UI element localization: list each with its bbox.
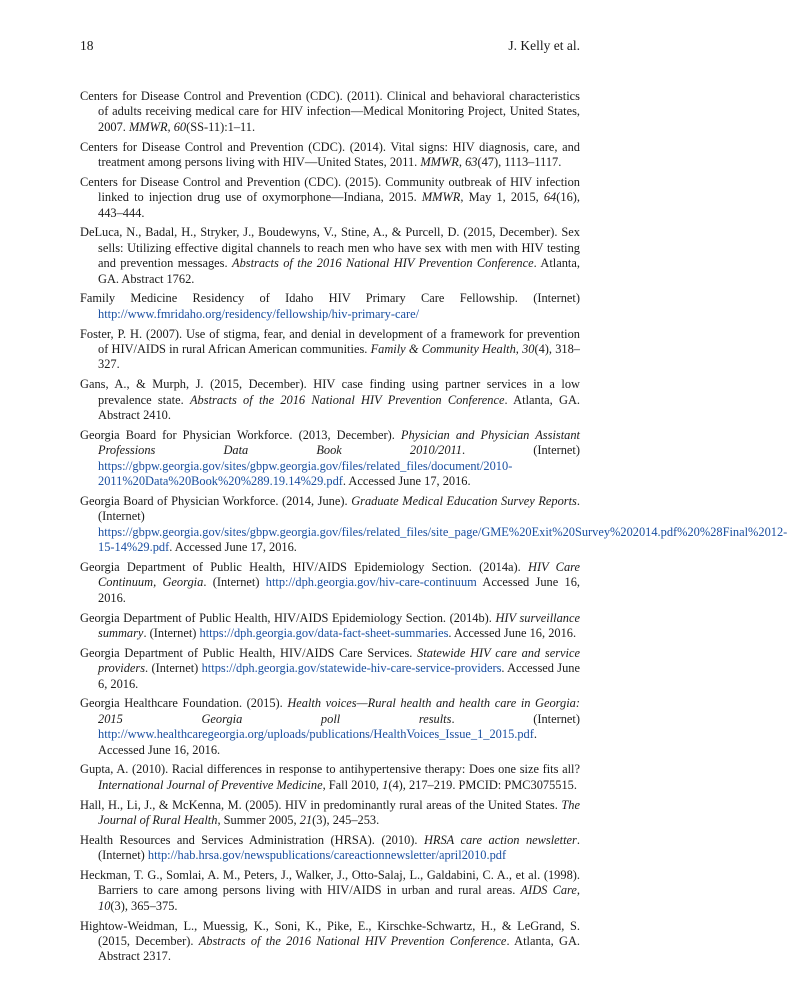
reference-text: Health Resources and Services Administration (HRSA). (2010). — [80, 832, 424, 847]
reference-italic-text: Statewide HIV care and service providers — [98, 645, 580, 676]
reference-text: (3), 245–253. — [312, 812, 380, 827]
reference-italic-text: 64 — [543, 190, 557, 205]
reference-text: . Atlanta, GA. Abstract 2317. — [98, 933, 580, 964]
reference-italic-text: Abstracts of the 2016 National HIV Prevention Conference — [198, 933, 507, 948]
running-head: J. Kelly et al. — [508, 38, 580, 53]
reference-text: (16), 443–444. — [98, 190, 580, 220]
reference-text: . Accessed June 17, 2016. — [169, 540, 297, 555]
reference-text: . (Internet) — [98, 493, 580, 524]
reference-text: (47), 1113–1117. — [477, 155, 562, 170]
reference-entry — [80, 833, 580, 864]
reference-link[interactable]: https://dph.georgia.gov/data-fact-sheet-summaries — [199, 625, 449, 640]
reference-link[interactable]: https://gbpw.georgia.gov/sites/gbpw.georgia.gov/files/related_files/document/2010-2011%20Data%20Book%20%289.19.14%29.pdf — [98, 458, 513, 489]
reference-text: Heckman, T. G., Somlai, A. M., Peters, J., Walker, J., Otto-Salaj, L., Galdabini, C. A., et al. (1998). Barriers to care among persons living with HIV/AIDS in urban and rural areas. — [80, 867, 580, 898]
reference-text: . (Internet) — [203, 575, 266, 590]
reference-text: DeLuca, N., Badal, H., Stryker, J., Boudewyns, V., Stine, A., & Purcell, D. (2015, December). Sex sells: Utilizing effective digital channels to reach men who have sex with men with HIV testing and prevention messages. — [80, 225, 580, 271]
reference-italic-text: MMWR — [421, 190, 461, 205]
reference-entry — [80, 377, 580, 423]
reference-entry — [80, 327, 580, 373]
reference-entry — [80, 798, 580, 829]
reference-text: , May 1, 2015, — [460, 190, 544, 205]
reference-text: . Atlanta, GA. Abstract 2410. — [98, 392, 581, 423]
reference-text: . Accessed June 17, 2016. — [342, 474, 471, 489]
reference-italic-text: Abstracts of the 2016 National HIV Prevention Conference — [232, 256, 534, 271]
reference-entry — [80, 919, 580, 965]
reference-text: Foster, P. H. (2007). Use of stigma, fear, and denial in development of a framework for prevention of HIV/AIDS in rural African American communities. — [80, 326, 580, 357]
reference-italic-text: 63 — [465, 155, 478, 170]
page-header — [80, 38, 580, 58]
reference-text: Georgia Board for Physician Workforce. (2013, December). — [80, 427, 401, 442]
reference-text: Accessed June 16, 2016. — [98, 575, 580, 605]
reference-entry — [80, 646, 580, 692]
reference-entry — [80, 225, 580, 287]
reference-italic-text: International Journal of Preventive Medicine — [98, 777, 323, 792]
reference-text: . Accessed June 16, 2016. — [448, 625, 577, 640]
reference-text: . Accessed June 16, 2016. — [98, 727, 537, 757]
reference-italic-text: HIV surveillance summary — [98, 610, 580, 640]
reference-text: Georgia Department of Public Health, HIV/AIDS Epidemiology Section. (2014a). — [80, 559, 529, 574]
reference-text: . Accessed June 6, 2016. — [98, 661, 581, 691]
reference-text: . (Internet) — [451, 711, 580, 726]
reference-list — [80, 89, 787, 969]
reference-text: (3), 365–375. — [110, 898, 178, 913]
reference-entry — [80, 493, 787, 556]
reference-text: Georgia Department of Public Health, HIV/AIDS Care Services. — [80, 645, 418, 660]
reference-text: . Atlanta, GA. Abstract 1762. — [98, 256, 580, 286]
reference-text: Georgia Department of Public Health, HIV/AIDS Epidemiology Section. (2014b). — [80, 610, 496, 625]
reference-italic-text: Physician and Physician Assistant Professions Data Book 2010/2011 — [98, 427, 580, 458]
reference-entry — [80, 560, 580, 606]
reference-text: Centers for Disease Control and Prevention (CDC). (2015). Community outbreak of HIV infection linked to injection drug use of oxymorphone—Indiana, 2015. — [80, 174, 580, 205]
reference-text: , Summer 2005, — [217, 812, 300, 827]
reference-text: Gupta, A. (2010). Racial differences in response to antihypertensive therapy: Does one size fits all? — [80, 762, 580, 777]
reference-italic-text: Family & Community Health, 30 — [370, 342, 535, 357]
reference-text: Centers for Disease Control and Prevention (CDC). (2011). Clinical and behavioral characteristics of adults receiving medical care for HIV infection—Medical Monitoring Project, United States, 2007. — [80, 89, 580, 134]
reference-link[interactable]: http://www.healthcaregeorgia.org/uploads/publications/HealthVoices_Issue_1_2015.pdf — [98, 727, 534, 742]
reference-italic-text: HIV Care Continuum, Georgia — [98, 559, 581, 590]
page-number: 18 — [80, 38, 94, 53]
reference-link[interactable]: https://gbpw.georgia.gov/sites/gbpw.georgia.gov/files/related_files/site_page/GME%20Exit%20Survey%202014.pdf%20%28Final%2012-15-14%29.pdf — [98, 524, 787, 555]
reference-text: Hall, H., Li, J., & McKenna, M. (2005). HIV in predominantly rural areas of the United States. — [80, 797, 562, 812]
reference-text: Family Medicine Residency of Idaho HIV Primary Care Fellowship. (Internet) — [80, 291, 580, 306]
reference-text: Georgia Board of Physician Workforce. (2014, June). — [80, 493, 352, 508]
reference-link[interactable]: http://dph.georgia.gov/hiv-care-continuum — [265, 575, 477, 590]
reference-text: , — [458, 155, 466, 170]
reference-entry — [80, 140, 580, 171]
reference-entry — [80, 291, 580, 322]
reference-text: . (Internet) — [145, 661, 202, 676]
reference-text: (4), 217–219. PMCID: PMC3075515. — [388, 777, 577, 792]
reference-entry — [80, 696, 580, 758]
reference-italic-text: Graduate Medical Education Survey Reports — [351, 493, 577, 508]
reference-italic-text: The Journal of Rural Health — [98, 797, 580, 827]
reference-italic-text: Abstracts of the 2016 National HIV Prevention Conference — [189, 392, 505, 407]
reference-italic-text: HRSA care action newsletter — [423, 832, 577, 847]
reference-text: . (Internet) — [143, 625, 200, 640]
reference-link[interactable]: https://dph.georgia.gov/statewide-hiv-care-service-providers — [201, 661, 502, 676]
reference-italic-text: 21 — [299, 812, 313, 827]
reference-text: Georgia Healthcare Foundation. (2015). — [80, 696, 288, 711]
reference-italic-text: AIDS Care, 10 — [98, 883, 581, 913]
reference-text: Hightow-Weidman, L., Muessig, K., Soni, K., Pike, E., Kirschke-Schwartz, H., & LeGrand, S. (2015, December). — [80, 918, 580, 948]
reference-entry — [80, 428, 580, 490]
reference-entry — [80, 611, 580, 642]
reference-text: . (Internet) — [462, 443, 580, 458]
reference-text: Gans, A., & Murph, J. (2015, December). HIV case finding using partner services in a low prevalence state. — [80, 377, 580, 407]
reference-entry — [80, 175, 580, 221]
reference-entry — [80, 762, 580, 793]
reference-link[interactable]: http://hab.hrsa.gov/newspublications/careactionnewsletter/april2010.pdf — [147, 848, 507, 863]
reference-text: (SS-11):1–11. — [186, 119, 256, 134]
reference-italic-text: MMWR — [420, 155, 459, 170]
reference-link[interactable]: http://www.fmridaho.org/residency/fellowship/hiv-primary-care/ — [98, 306, 420, 321]
reference-text: Centers for Disease Control and Prevention (CDC). (2014). Vital signs: HIV diagnosis, care, and treatment among persons living with HIV—United States, 2011. — [80, 139, 580, 170]
reference-italic-text: MMWR, 60 — [128, 119, 187, 134]
reference-text: , Fall 2010, — [322, 777, 383, 792]
reference-text: . (Internet) — [98, 832, 580, 863]
reference-italic-text: Health voices—Rural health and health care in Georgia: 2015 Georgia poll results — [98, 696, 581, 726]
reference-entry — [80, 89, 580, 135]
reference-text: (4), 318–327. — [98, 342, 580, 372]
reference-italic-text: 1 — [382, 777, 389, 792]
reference-entry — [80, 868, 580, 914]
